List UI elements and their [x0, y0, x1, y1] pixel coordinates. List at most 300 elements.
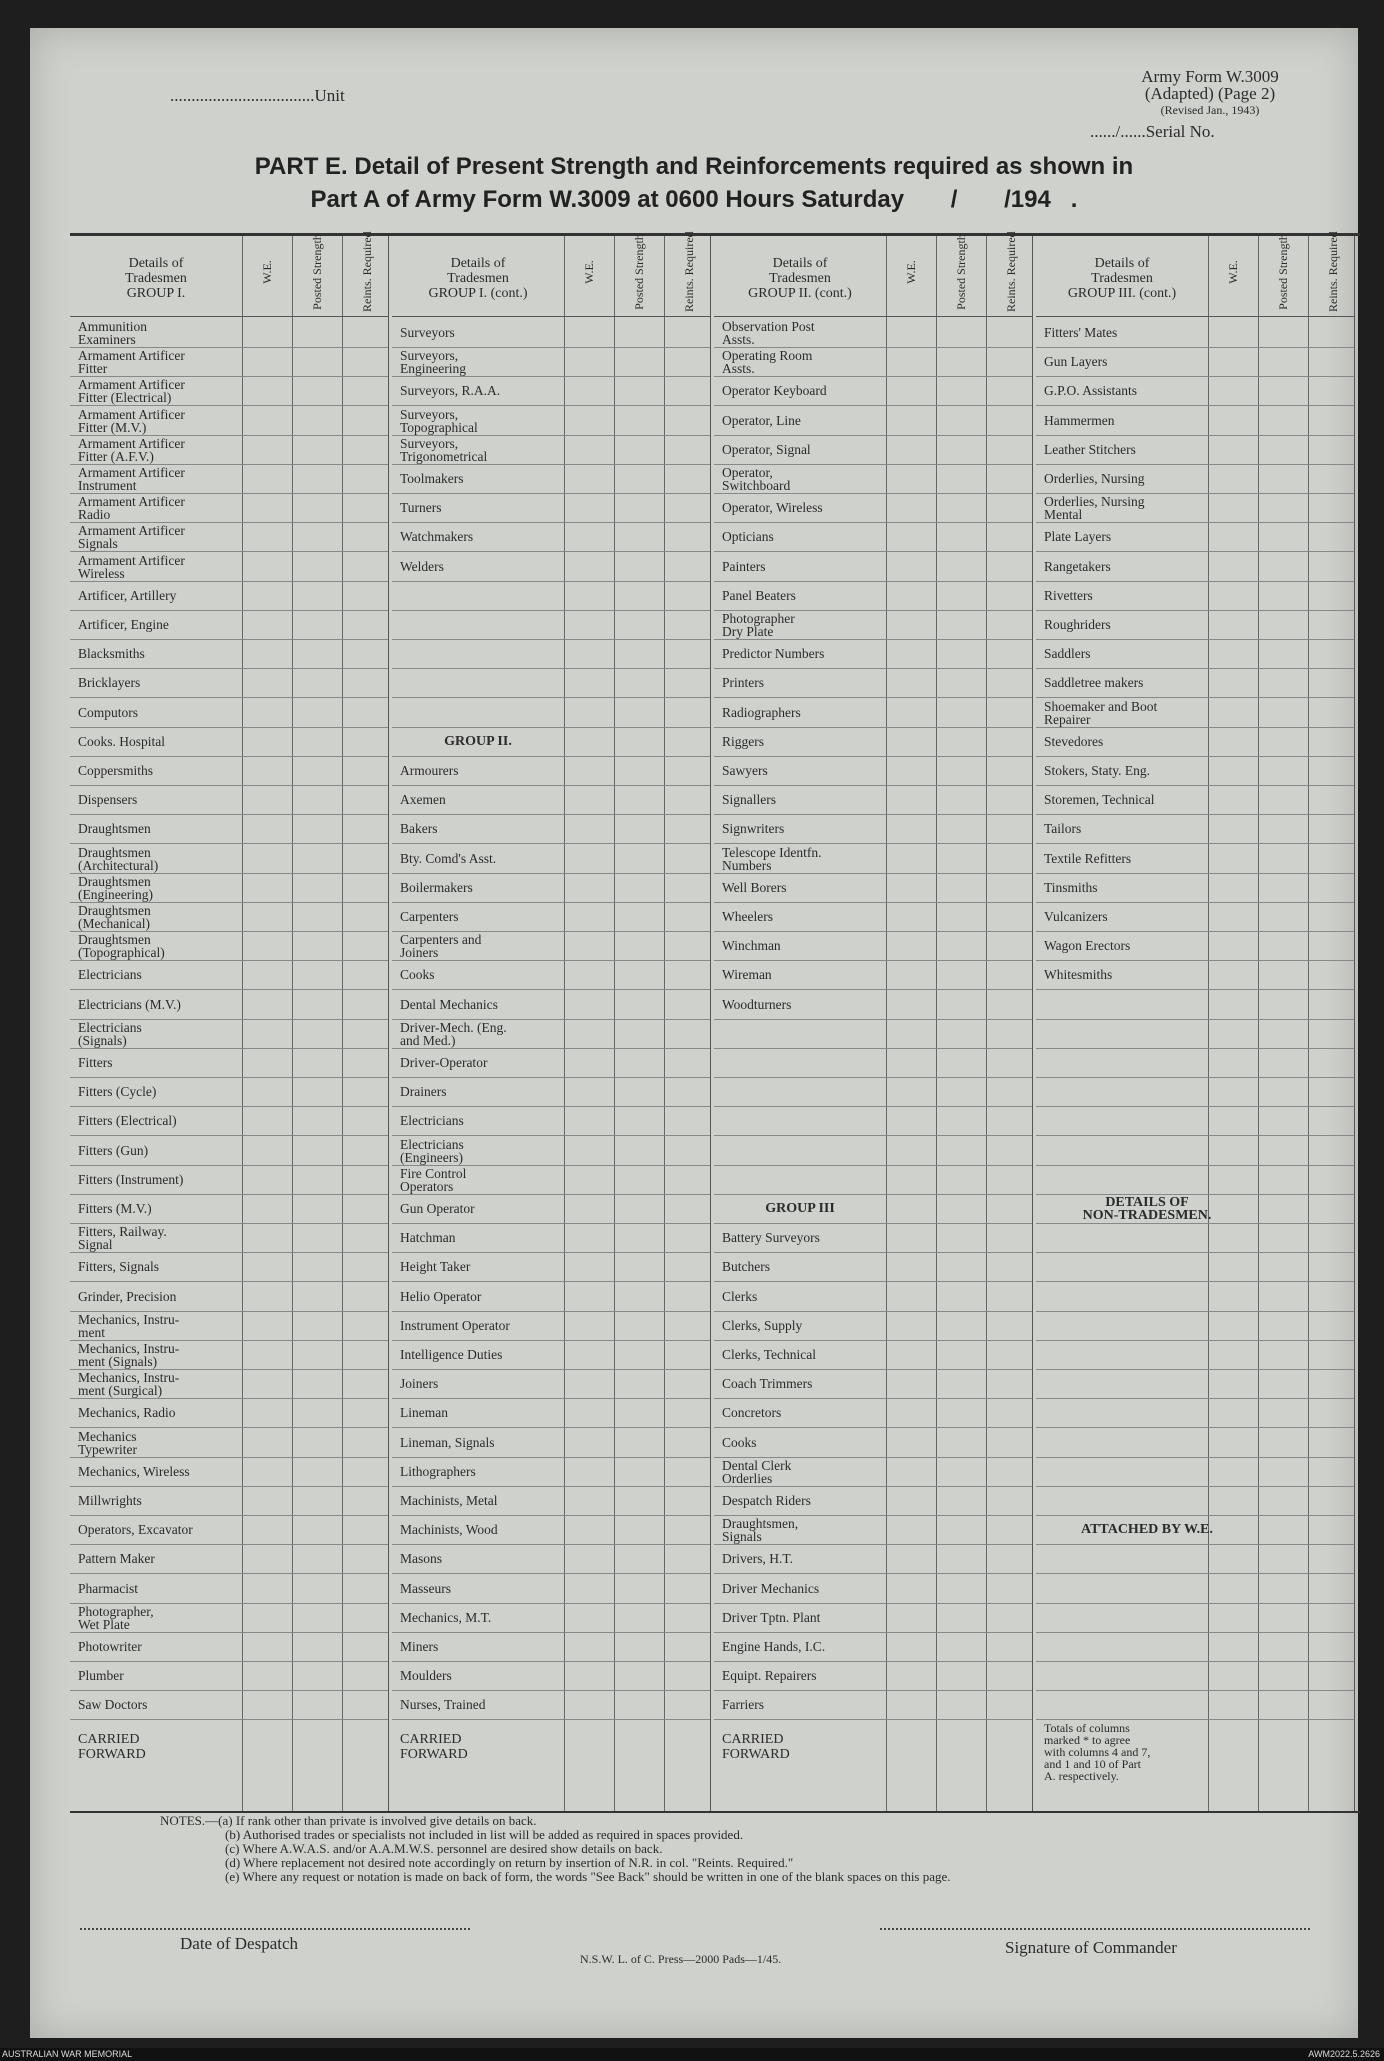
entry-cell-we[interactable]	[1208, 990, 1258, 1019]
entry-cell-reints[interactable]	[664, 1311, 714, 1340]
entry-cell-we[interactable]	[886, 814, 936, 843]
entry-cell-we[interactable]	[1208, 727, 1258, 756]
entry-cell-reints[interactable]	[1308, 435, 1358, 464]
entry-cell-reints[interactable]	[986, 1311, 1036, 1340]
entry-cell-posted[interactable]	[292, 1077, 342, 1106]
entry-cell-reints[interactable]	[664, 522, 714, 551]
entry-cell-we[interactable]	[242, 1515, 292, 1544]
entry-cell-posted[interactable]	[292, 1223, 342, 1252]
entry-cell-posted[interactable]	[1258, 756, 1308, 785]
entry-cell-we[interactable]	[1208, 493, 1258, 522]
entry-cell-posted[interactable]	[292, 1136, 342, 1165]
entry-cell-posted[interactable]	[1258, 1194, 1308, 1223]
entry-cell-posted[interactable]	[936, 1136, 986, 1165]
entry-cell-we[interactable]	[886, 990, 936, 1019]
entry-cell-reints[interactable]	[1308, 581, 1358, 610]
entry-cell-posted[interactable]	[936, 1048, 986, 1077]
entry-cell-we[interactable]	[564, 1194, 614, 1223]
entry-cell-reints[interactable]	[986, 1428, 1036, 1457]
entry-cell-we[interactable]	[242, 1223, 292, 1252]
entry-cell-reints[interactable]	[342, 844, 392, 873]
entry-cell-posted[interactable]	[614, 668, 664, 697]
entry-cell-reints[interactable]	[986, 931, 1036, 960]
entry-cell-we[interactable]	[242, 376, 292, 405]
entry-cell-reints[interactable]	[986, 406, 1036, 435]
entry-cell-reints[interactable]	[986, 960, 1036, 989]
entry-cell-posted[interactable]	[292, 1340, 342, 1369]
entry-cell-posted[interactable]	[292, 727, 342, 756]
entry-cell-we[interactable]	[1208, 1486, 1258, 1515]
entry-cell-reints[interactable]	[342, 698, 392, 727]
entry-cell-reints[interactable]	[664, 406, 714, 435]
entry-cell-posted[interactable]	[936, 581, 986, 610]
entry-cell-reints[interactable]	[664, 464, 714, 493]
entry-cell-reints[interactable]	[986, 1252, 1036, 1281]
entry-cell-reints[interactable]	[986, 1340, 1036, 1369]
entry-cell-we[interactable]	[1208, 464, 1258, 493]
entry-cell-reints[interactable]	[986, 464, 1036, 493]
entry-cell-posted[interactable]	[936, 1340, 986, 1369]
entry-cell-reints[interactable]	[342, 347, 392, 376]
entry-cell-we[interactable]	[242, 844, 292, 873]
entry-cell-we[interactable]	[1208, 552, 1258, 581]
entry-cell-reints[interactable]	[986, 873, 1036, 902]
entry-cell-reints[interactable]	[986, 1194, 1036, 1223]
entry-cell-posted[interactable]	[1258, 844, 1308, 873]
entry-cell-posted[interactable]	[1258, 522, 1308, 551]
entry-cell-reints[interactable]	[986, 785, 1036, 814]
entry-cell-posted[interactable]	[614, 727, 664, 756]
entry-cell-posted[interactable]	[614, 610, 664, 639]
entry-cell-reints[interactable]	[1308, 610, 1358, 639]
entry-cell-reints[interactable]	[1308, 1194, 1358, 1223]
entry-cell-posted[interactable]	[614, 1223, 664, 1252]
entry-cell-reints[interactable]	[664, 1194, 714, 1223]
entry-cell-posted[interactable]	[936, 1544, 986, 1573]
entry-cell-reints[interactable]	[342, 552, 392, 581]
entry-cell-reints[interactable]	[986, 1603, 1036, 1632]
entry-cell-reints[interactable]	[342, 1661, 392, 1690]
entry-cell-posted[interactable]	[292, 990, 342, 1019]
entry-cell-posted[interactable]	[614, 1428, 664, 1457]
entry-cell-posted[interactable]	[1258, 1048, 1308, 1077]
entry-cell-reints[interactable]	[1308, 1603, 1358, 1632]
entry-cell-reints[interactable]	[664, 610, 714, 639]
entry-cell-posted[interactable]	[1258, 1369, 1308, 1398]
entry-cell-posted[interactable]	[1258, 1661, 1308, 1690]
entry-cell-posted[interactable]	[1258, 1486, 1308, 1515]
entry-cell-we[interactable]	[1208, 814, 1258, 843]
entry-cell-reints[interactable]	[342, 756, 392, 785]
entry-cell-reints[interactable]	[664, 1019, 714, 1048]
entry-cell-we[interactable]	[242, 639, 292, 668]
entry-cell-we[interactable]	[242, 1544, 292, 1573]
entry-cell-we[interactable]	[242, 1632, 292, 1661]
entry-cell-we[interactable]	[564, 727, 614, 756]
entry-cell-we[interactable]	[886, 1515, 936, 1544]
entry-cell-we[interactable]	[242, 1398, 292, 1427]
entry-cell-we[interactable]	[886, 1165, 936, 1194]
entry-cell-we[interactable]	[242, 1574, 292, 1603]
entry-cell-posted[interactable]	[936, 318, 986, 347]
entry-cell-posted[interactable]	[1258, 581, 1308, 610]
entry-cell-posted[interactable]	[292, 1544, 342, 1573]
entry-cell-we[interactable]	[564, 902, 614, 931]
entry-cell-we[interactable]	[1208, 1632, 1258, 1661]
entry-cell-posted[interactable]	[936, 1165, 986, 1194]
entry-cell-we[interactable]	[886, 1544, 936, 1573]
entry-cell-posted[interactable]	[292, 1632, 342, 1661]
entry-cell-posted[interactable]	[1258, 1515, 1308, 1544]
entry-cell-posted[interactable]	[936, 727, 986, 756]
entry-cell-we[interactable]	[886, 1603, 936, 1632]
entry-cell-reints[interactable]	[342, 1136, 392, 1165]
entry-cell-we[interactable]	[886, 1194, 936, 1223]
entry-cell-we[interactable]	[242, 1194, 292, 1223]
entry-cell-posted[interactable]	[614, 960, 664, 989]
entry-cell-posted[interactable]	[614, 698, 664, 727]
entry-cell-we[interactable]	[242, 1457, 292, 1486]
entry-cell-reints[interactable]	[1308, 1457, 1358, 1486]
entry-cell-reints[interactable]	[986, 493, 1036, 522]
entry-cell-we[interactable]	[564, 1661, 614, 1690]
entry-cell-reints[interactable]	[342, 1428, 392, 1457]
entry-cell-reints[interactable]	[1308, 1106, 1358, 1135]
entry-cell-we[interactable]	[564, 1165, 614, 1194]
entry-cell-we[interactable]	[886, 406, 936, 435]
entry-cell-we[interactable]	[886, 902, 936, 931]
entry-cell-we[interactable]	[242, 727, 292, 756]
entry-cell-posted[interactable]	[614, 1457, 664, 1486]
entry-cell-reints[interactable]	[1308, 756, 1358, 785]
entry-cell-reints[interactable]	[342, 1574, 392, 1603]
entry-cell-we[interactable]	[242, 1428, 292, 1457]
entry-cell-we[interactable]	[242, 1311, 292, 1340]
entry-cell-we[interactable]	[886, 435, 936, 464]
entry-cell-we[interactable]	[242, 1077, 292, 1106]
entry-cell-we[interactable]	[564, 990, 614, 1019]
entry-cell-posted[interactable]	[936, 1515, 986, 1544]
entry-cell-posted[interactable]	[614, 1048, 664, 1077]
entry-cell-posted[interactable]	[1258, 727, 1308, 756]
entry-cell-posted[interactable]	[936, 1398, 986, 1427]
entry-cell-we[interactable]	[886, 1574, 936, 1603]
entry-cell-reints[interactable]	[342, 1515, 392, 1544]
entry-cell-reints[interactable]	[1308, 1690, 1358, 1719]
entry-cell-reints[interactable]	[342, 1282, 392, 1311]
entry-cell-we[interactable]	[886, 376, 936, 405]
entry-cell-posted[interactable]	[614, 1544, 664, 1573]
entry-cell-we[interactable]	[1208, 931, 1258, 960]
entry-cell-posted[interactable]	[936, 1019, 986, 1048]
entry-cell-reints[interactable]	[342, 610, 392, 639]
entry-cell-posted[interactable]	[936, 960, 986, 989]
entry-cell-we[interactable]	[564, 318, 614, 347]
entry-cell-we[interactable]	[242, 1106, 292, 1135]
entry-cell-reints[interactable]	[986, 1282, 1036, 1311]
entry-cell-reints[interactable]	[986, 1165, 1036, 1194]
entry-cell-posted[interactable]	[936, 610, 986, 639]
entry-cell-we[interactable]	[1208, 1661, 1258, 1690]
entry-cell-reints[interactable]	[1308, 727, 1358, 756]
entry-cell-reints[interactable]	[1308, 1077, 1358, 1106]
entry-cell-we[interactable]	[564, 493, 614, 522]
entry-cell-reints[interactable]	[342, 376, 392, 405]
entry-cell-we[interactable]	[242, 1690, 292, 1719]
entry-cell-we[interactable]	[564, 1048, 614, 1077]
entry-cell-we[interactable]	[1208, 1223, 1258, 1252]
entry-cell-posted[interactable]	[292, 1019, 342, 1048]
entry-cell-posted[interactable]	[936, 347, 986, 376]
entry-cell-we[interactable]	[886, 756, 936, 785]
entry-cell-posted[interactable]	[614, 522, 664, 551]
entry-cell-we[interactable]	[564, 1106, 614, 1135]
entry-cell-we[interactable]	[886, 1428, 936, 1457]
entry-cell-reints[interactable]	[342, 785, 392, 814]
entry-cell-reints[interactable]	[1308, 844, 1358, 873]
entry-cell-reints[interactable]	[1308, 1369, 1358, 1398]
entry-cell-we[interactable]	[886, 698, 936, 727]
entry-cell-posted[interactable]	[292, 406, 342, 435]
entry-cell-posted[interactable]	[1258, 931, 1308, 960]
entry-cell-reints[interactable]	[986, 1106, 1036, 1135]
entry-cell-posted[interactable]	[292, 1690, 342, 1719]
entry-cell-we[interactable]	[1208, 756, 1258, 785]
entry-cell-reints[interactable]	[1308, 1486, 1358, 1515]
entry-cell-reints[interactable]	[664, 1515, 714, 1544]
entry-cell-reints[interactable]	[342, 1106, 392, 1135]
entry-cell-we[interactable]	[1208, 1457, 1258, 1486]
entry-cell-reints[interactable]	[1308, 1428, 1358, 1457]
entry-cell-we[interactable]	[886, 1486, 936, 1515]
entry-cell-posted[interactable]	[1258, 464, 1308, 493]
entry-cell-posted[interactable]	[936, 406, 986, 435]
entry-cell-we[interactable]	[1208, 873, 1258, 902]
entry-cell-we[interactable]	[1208, 960, 1258, 989]
entry-cell-posted[interactable]	[1258, 1282, 1308, 1311]
entry-cell-reints[interactable]	[986, 668, 1036, 697]
entry-cell-we[interactable]	[886, 610, 936, 639]
entry-cell-reints[interactable]	[664, 552, 714, 581]
entry-cell-posted[interactable]	[1258, 902, 1308, 931]
entry-cell-posted[interactable]	[936, 552, 986, 581]
entry-cell-posted[interactable]	[614, 406, 664, 435]
entry-cell-we[interactable]	[242, 668, 292, 697]
entry-cell-we[interactable]	[1208, 581, 1258, 610]
entry-cell-posted[interactable]	[292, 1457, 342, 1486]
entry-cell-we[interactable]	[1208, 1194, 1258, 1223]
entry-cell-posted[interactable]	[292, 931, 342, 960]
entry-cell-we[interactable]	[564, 1486, 614, 1515]
entry-cell-we[interactable]	[1208, 406, 1258, 435]
entry-cell-we[interactable]	[564, 1369, 614, 1398]
entry-cell-posted[interactable]	[614, 493, 664, 522]
entry-cell-reints[interactable]	[342, 814, 392, 843]
entry-cell-posted[interactable]	[292, 1106, 342, 1135]
entry-cell-we[interactable]	[886, 727, 936, 756]
entry-cell-reints[interactable]	[342, 522, 392, 551]
entry-cell-posted[interactable]	[292, 1574, 342, 1603]
entry-cell-posted[interactable]	[614, 1194, 664, 1223]
entry-cell-we[interactable]	[1208, 1311, 1258, 1340]
entry-cell-posted[interactable]	[614, 785, 664, 814]
entry-cell-reints[interactable]	[664, 1165, 714, 1194]
entry-cell-reints[interactable]	[986, 844, 1036, 873]
entry-cell-posted[interactable]	[292, 1282, 342, 1311]
entry-cell-reints[interactable]	[986, 990, 1036, 1019]
entry-cell-posted[interactable]	[1258, 960, 1308, 989]
entry-cell-reints[interactable]	[986, 347, 1036, 376]
entry-cell-posted[interactable]	[292, 902, 342, 931]
entry-cell-reints[interactable]	[1308, 347, 1358, 376]
entry-cell-posted[interactable]	[936, 1077, 986, 1106]
entry-cell-posted[interactable]	[614, 1398, 664, 1427]
entry-cell-reints[interactable]	[342, 639, 392, 668]
entry-cell-we[interactable]	[1208, 1574, 1258, 1603]
entry-cell-posted[interactable]	[292, 960, 342, 989]
entry-cell-reints[interactable]	[1308, 1661, 1358, 1690]
entry-cell-reints[interactable]	[342, 727, 392, 756]
entry-cell-reints[interactable]	[342, 1544, 392, 1573]
entry-cell-we[interactable]	[1208, 1428, 1258, 1457]
entry-cell-reints[interactable]	[986, 698, 1036, 727]
entry-cell-we[interactable]	[242, 1369, 292, 1398]
entry-cell-posted[interactable]	[614, 1077, 664, 1106]
entry-cell-reints[interactable]	[664, 1223, 714, 1252]
entry-cell-reints[interactable]	[342, 1223, 392, 1252]
entry-cell-we[interactable]	[564, 1515, 614, 1544]
entry-cell-reints[interactable]	[664, 873, 714, 902]
entry-cell-posted[interactable]	[936, 814, 986, 843]
entry-cell-reints[interactable]	[664, 931, 714, 960]
entry-cell-we[interactable]	[886, 1398, 936, 1427]
entry-cell-we[interactable]	[242, 1340, 292, 1369]
entry-cell-we[interactable]	[564, 464, 614, 493]
entry-cell-reints[interactable]	[1308, 1136, 1358, 1165]
entry-cell-we[interactable]	[886, 1282, 936, 1311]
entry-cell-reints[interactable]	[1308, 1252, 1358, 1281]
entry-cell-posted[interactable]	[614, 581, 664, 610]
entry-cell-we[interactable]	[886, 318, 936, 347]
entry-cell-reints[interactable]	[664, 1661, 714, 1690]
entry-cell-we[interactable]	[886, 1632, 936, 1661]
entry-cell-we[interactable]	[564, 1311, 614, 1340]
entry-cell-reints[interactable]	[342, 493, 392, 522]
entry-cell-reints[interactable]	[1308, 668, 1358, 697]
entry-cell-we[interactable]	[886, 493, 936, 522]
entry-cell-reints[interactable]	[986, 902, 1036, 931]
entry-cell-posted[interactable]	[936, 1632, 986, 1661]
entry-cell-posted[interactable]	[614, 1369, 664, 1398]
entry-cell-reints[interactable]	[342, 1603, 392, 1632]
entry-cell-reints[interactable]	[1308, 1340, 1358, 1369]
entry-cell-posted[interactable]	[292, 873, 342, 902]
entry-cell-posted[interactable]	[936, 1603, 986, 1632]
entry-cell-reints[interactable]	[986, 376, 1036, 405]
entry-cell-posted[interactable]	[936, 464, 986, 493]
entry-cell-we[interactable]	[564, 931, 614, 960]
entry-cell-we[interactable]	[564, 1282, 614, 1311]
entry-cell-posted[interactable]	[936, 1369, 986, 1398]
entry-cell-posted[interactable]	[292, 698, 342, 727]
entry-cell-reints[interactable]	[664, 1632, 714, 1661]
entry-cell-posted[interactable]	[614, 464, 664, 493]
entry-cell-posted[interactable]	[936, 668, 986, 697]
entry-cell-posted[interactable]	[614, 1282, 664, 1311]
entry-cell-reints[interactable]	[986, 435, 1036, 464]
entry-cell-reints[interactable]	[664, 1077, 714, 1106]
entry-cell-reints[interactable]	[986, 814, 1036, 843]
entry-cell-reints[interactable]	[664, 902, 714, 931]
entry-cell-we[interactable]	[564, 814, 614, 843]
entry-cell-we[interactable]	[886, 785, 936, 814]
entry-cell-reints[interactable]	[1308, 990, 1358, 1019]
entry-cell-we[interactable]	[242, 464, 292, 493]
entry-cell-reints[interactable]	[664, 1603, 714, 1632]
entry-cell-we[interactable]	[564, 610, 614, 639]
entry-cell-posted[interactable]	[614, 1486, 664, 1515]
entry-cell-posted[interactable]	[1258, 1428, 1308, 1457]
entry-cell-posted[interactable]	[936, 931, 986, 960]
entry-cell-posted[interactable]	[614, 318, 664, 347]
entry-cell-reints[interactable]	[664, 1136, 714, 1165]
entry-cell-we[interactable]	[242, 1486, 292, 1515]
entry-cell-we[interactable]	[564, 1252, 614, 1281]
entry-cell-reints[interactable]	[986, 610, 1036, 639]
entry-cell-reints[interactable]	[1308, 1544, 1358, 1573]
entry-cell-posted[interactable]	[1258, 1252, 1308, 1281]
entry-cell-posted[interactable]	[1258, 1398, 1308, 1427]
entry-cell-reints[interactable]	[342, 1457, 392, 1486]
entry-cell-we[interactable]	[242, 552, 292, 581]
entry-cell-we[interactable]	[242, 698, 292, 727]
entry-cell-reints[interactable]	[1308, 1574, 1358, 1603]
entry-cell-we[interactable]	[1208, 522, 1258, 551]
entry-cell-reints[interactable]	[664, 960, 714, 989]
entry-cell-posted[interactable]	[936, 1690, 986, 1719]
entry-cell-we[interactable]	[1208, 435, 1258, 464]
entry-cell-reints[interactable]	[342, 873, 392, 902]
entry-cell-reints[interactable]	[986, 1632, 1036, 1661]
entry-cell-posted[interactable]	[292, 552, 342, 581]
entry-cell-reints[interactable]	[664, 1574, 714, 1603]
entry-cell-posted[interactable]	[292, 1048, 342, 1077]
entry-cell-reints[interactable]	[664, 1486, 714, 1515]
entry-cell-posted[interactable]	[292, 1369, 342, 1398]
entry-cell-posted[interactable]	[292, 1252, 342, 1281]
entry-cell-posted[interactable]	[1258, 493, 1308, 522]
entry-cell-reints[interactable]	[342, 406, 392, 435]
entry-cell-we[interactable]	[1208, 1690, 1258, 1719]
entry-cell-we[interactable]	[886, 668, 936, 697]
entry-cell-we[interactable]	[564, 1398, 614, 1427]
entry-cell-posted[interactable]	[614, 873, 664, 902]
entry-cell-we[interactable]	[1208, 698, 1258, 727]
entry-cell-posted[interactable]	[936, 376, 986, 405]
entry-cell-we[interactable]	[886, 347, 936, 376]
entry-cell-reints[interactable]	[664, 1106, 714, 1135]
entry-cell-we[interactable]	[242, 581, 292, 610]
entry-cell-we[interactable]	[564, 347, 614, 376]
entry-cell-reints[interactable]	[986, 522, 1036, 551]
entry-cell-posted[interactable]	[1258, 1574, 1308, 1603]
entry-cell-posted[interactable]	[1258, 347, 1308, 376]
entry-cell-we[interactable]	[564, 1544, 614, 1573]
entry-cell-we[interactable]	[1208, 639, 1258, 668]
entry-cell-we[interactable]	[1208, 1603, 1258, 1632]
entry-cell-posted[interactable]	[936, 1194, 986, 1223]
entry-cell-we[interactable]	[564, 1690, 614, 1719]
